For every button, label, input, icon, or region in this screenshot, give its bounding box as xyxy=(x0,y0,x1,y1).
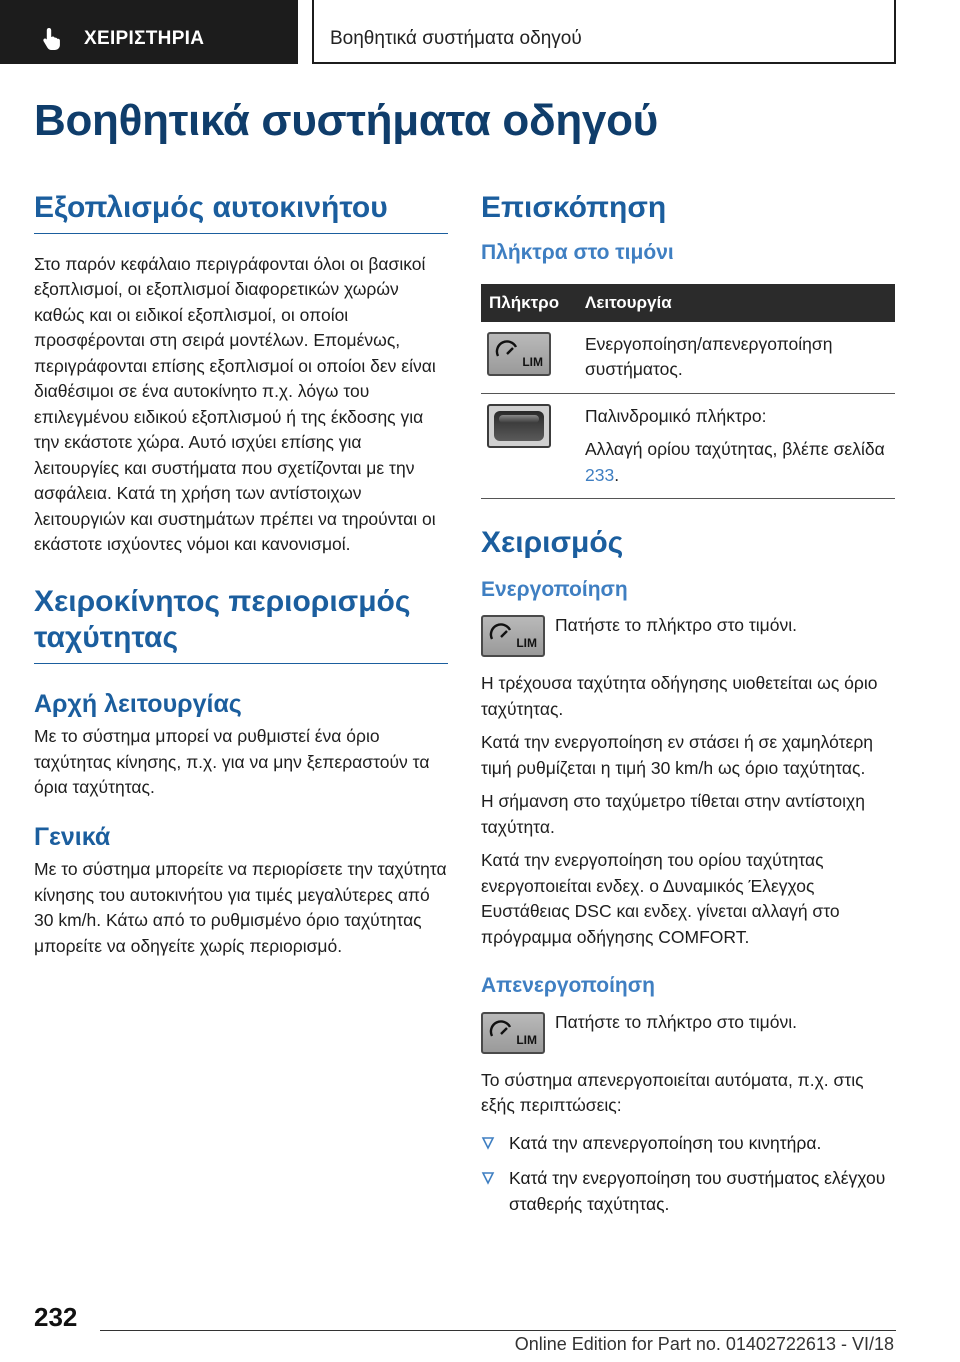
lim-button-icon xyxy=(481,1012,545,1054)
activate-step xyxy=(481,613,895,663)
table-cell-function: Παλινδρομικό πλήκτρο: xyxy=(585,405,767,426)
edition-note: Online Edition for Part no. 01402722613 - VI/18 xyxy=(514,1334,894,1354)
lim-label: LIM xyxy=(522,354,543,369)
activate-text: Η σήμανση στο ταχύμετρο τίθεται στην αντίστοιχη ταχύτητα. xyxy=(481,791,865,837)
speedometer-icon xyxy=(489,622,515,642)
table-cell-function: Ενεργοποίηση/απενεργοποίηση συστήματος. xyxy=(577,322,895,394)
breadcrumb xyxy=(312,0,896,64)
footer-divider xyxy=(100,1330,896,1331)
deactivation-list xyxy=(481,1131,895,1218)
lim-label: LIM xyxy=(516,1032,537,1047)
table-header-key: Πλήκτρο xyxy=(481,284,577,322)
rocker-switch-icon xyxy=(487,404,551,448)
breadcrumb-label: Βοηθητικά συστήματα οδηγού xyxy=(330,28,582,49)
list-item: Κατά την απενεργοποίηση του κινητήρα. xyxy=(481,1131,895,1157)
table-header-function: Λειτουργία xyxy=(577,284,895,322)
section-tab-label: ΧΕΙΡΙΣΤΗΡΙΑ xyxy=(84,28,205,49)
triangle-bullet-icon xyxy=(481,1171,495,1185)
table-cell-function: Αλλαγή ορίου ταχύτητας, βλέπε σελίδα xyxy=(585,439,885,460)
page-link[interactable]: 233 xyxy=(585,464,615,485)
page-title: Βοηθητικά συστήματα οδηγού xyxy=(34,96,658,145)
general-text: Με το σύστημα μπορείτε να περιορίσετε την ταχύτητα κίνησης του αυτοκινήτου για τιμές μεγαλύτερες από 30 km/h. Κάτω από το ρυθμισμένο όριο ταχύτητας μπορείτε να οδηγείτε χωρίς περιορισμό. xyxy=(34,859,447,956)
activate-heading: Ενεργοποίηση xyxy=(481,577,628,601)
right-column xyxy=(481,190,895,1227)
speedometer-icon xyxy=(495,339,521,359)
equipment-text: Στο παρόν κεφάλαιο περιγράφονται όλοι οι βασικοί εξοπλισμοί, οι εξοπλισμοί διαφορετικών χωρών καθώς και οι ειδικοί εξοπλισμοί, οι οποίοι προσφέρονται στη σειρά μοντέλων. Επομένως, περιγράφονται επίσης εξοπλισμοί οι οποίοι δεν είναι διαθέσιμοι σε ένα αυτοκίνητο π.χ. λόγω του επιλεγμένου ειδικού εξοπλισμού ή της έκδοσης για την εκάστοτε χώρα. Αυτό ισχύει επίσης για λειτουργίες και συστήματα που σχετίζονται με την ασφάλεια. Κατά τη χρήση των αντίστοιχων λειτουργιών και συστημάτων πρέπει να τηρούνται οι εκάστοτε ισχύοντες νόμοι και κανονισμοί. xyxy=(34,253,436,555)
steering-buttons-heading: Πλήκτρα στο τιμόνι xyxy=(481,240,674,264)
principle-text: Με το σύστημα μπορεί να ρυθμιστεί ένα όριο ταχύτητας κίνησης, π.χ. για να μην ξεπεραστούν τα όρια ταχύτητας. xyxy=(34,726,430,798)
deactivate-heading: Απενεργοποίηση xyxy=(481,974,655,998)
list-item: Κατά την ενεργοποίηση του συστήματος ελέγχου σταθερής ταχύτητας. xyxy=(481,1166,895,1217)
overview-heading: Επισκόπηση xyxy=(481,191,667,224)
table-row xyxy=(481,322,895,394)
left-column xyxy=(34,190,448,959)
equipment-heading: Εξοπλισμός αυτοκινήτου xyxy=(34,190,448,234)
table-header-row xyxy=(481,284,895,322)
activate-text: Κατά την ενεργοποίηση εν στάσει ή σε χαμηλότερη τιμή ρυθμίζεται η τιμή 30 km/h ως όριο ταχύτητας. xyxy=(481,732,874,778)
operation-heading: Χειρισμός xyxy=(481,526,624,560)
activate-text: Κατά την ενεργοποίηση του ορίου ταχύτητας ενεργοποιείται ενδεχ. ο Δυναμικός Έλεγχος Ευστάθειας DSC και ενδεχ. γίνεται αλλαγή στο πρόγραμμα οδήγησης COMFORT. xyxy=(481,850,840,947)
speedometer-icon xyxy=(489,1019,515,1039)
lim-label: LIM xyxy=(516,636,537,651)
activate-step-text: Πατήστε το πλήκτρο στο τιμόνι. xyxy=(555,615,797,636)
principle-heading: Αρχή λειτουργίας xyxy=(34,689,242,718)
deactivate-step-text: Πατήστε το πλήκτρο στο τιμόνι. xyxy=(555,1011,797,1032)
deactivate-step xyxy=(481,1010,895,1060)
buttons-table xyxy=(481,284,895,500)
section-tab[interactable] xyxy=(0,0,298,64)
speed-limiter-heading: Χειροκίνητος περιορισμός ταχύτητας xyxy=(34,584,448,664)
triangle-bullet-icon xyxy=(481,1136,495,1150)
lim-button-icon xyxy=(481,615,545,657)
hand-pointer-icon xyxy=(40,26,66,52)
deactivate-text: Το σύστημα απενεργοποιείται αυτόματα, π.χ. στις εξής περιπτώσεις: xyxy=(481,1069,864,1116)
general-heading: Γενικά xyxy=(34,822,111,851)
table-row: Παλινδρομικό πλήκτρο: Αλλαγή ορίου ταχύτητας, βλέπε σελίδα 233. xyxy=(481,393,895,499)
page-number: 232 xyxy=(34,1302,78,1332)
lim-button-icon xyxy=(487,332,551,376)
activate-text: Η τρέχουσα ταχύτητα οδήγησης υιοθετείται ως όριο ταχύτητας. xyxy=(481,673,878,719)
